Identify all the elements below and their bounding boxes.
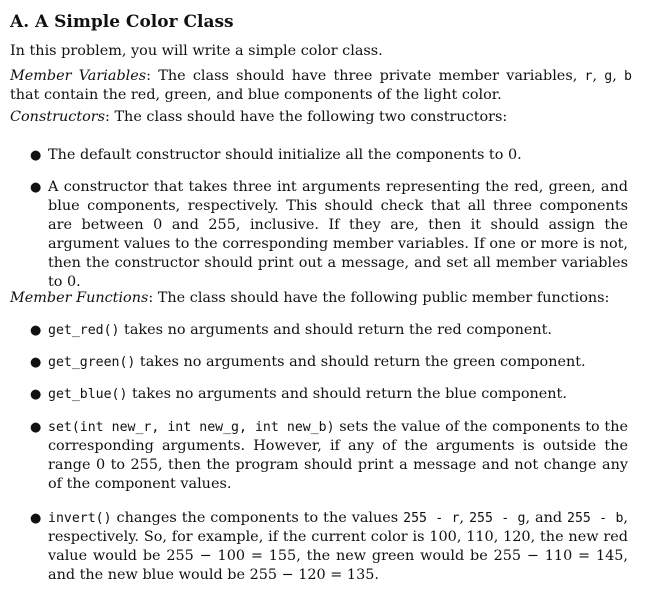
bullet-icon: ● (30, 387, 42, 402)
sep: , (459, 510, 470, 526)
constructors-paragraph (10, 108, 632, 127)
bullet-icon: ● (30, 420, 42, 435)
member-functions-paragraph (10, 289, 632, 308)
var-b: b (624, 69, 632, 84)
sep: , (592, 68, 605, 84)
fn-desc: takes no arguments and should return the red component. (119, 322, 552, 338)
section-heading: A. A Simple Color Class (10, 12, 234, 32)
list-item (30, 385, 628, 404)
fn-get-red: get_red() (48, 323, 120, 338)
bullet-icon: ● (30, 323, 42, 338)
fn-get-blue: get_blue() (48, 387, 128, 402)
code-expr: 255 - g (469, 511, 526, 526)
fn-desc: takes no arguments and should return the green component. (135, 354, 586, 370)
fn-invert: invert() (48, 511, 112, 526)
var-r: r (584, 69, 593, 84)
list-item (30, 418, 628, 494)
fn-get-green: get_green() (48, 355, 136, 370)
intro-paragraph: In this problem, you will write a simple color class. (10, 43, 383, 59)
fn-desc: changes the components to the values (111, 510, 404, 526)
list-item (30, 509, 628, 585)
list-item (30, 178, 628, 292)
member-variables-label: Member Variables (10, 68, 147, 84)
fn-set: set(int new_r, int new_g, int new_b) (48, 420, 335, 435)
code-expr: 255 - b (567, 511, 624, 526)
constructors-label: Constructors (10, 109, 106, 125)
fn-desc: takes no arguments and should return the blue component. (127, 386, 567, 402)
code-expr: 255 - r (403, 511, 460, 526)
bullet-icon: ● (30, 148, 42, 163)
fn-desc: sets the value of the components to the corresponding arguments. However, if any of the arguments is outside the range 0 to 255, then the program should print a message and not change any of the component values. (48, 419, 628, 492)
member-variables-text-a: : The class should have three private member variables, (146, 68, 585, 84)
list-item (30, 146, 628, 165)
member-variables-text-b: that contain the red, green, and blue components of the light color. (10, 87, 502, 103)
member-variables-paragraph (10, 67, 632, 105)
bullet-icon: ● (30, 511, 42, 526)
member-functions-text: : The class should have the following public member functions: (148, 290, 610, 306)
fn-desc: , respectively. So, for example, if the current color is 100, 110, 120, the new red value would be 255 − 100 = 155, the new green would be 255 − 110 = 145, and the new blue would be 255 − 120 = 135. (48, 510, 628, 583)
list-item (30, 353, 628, 372)
bullet-icon: ● (30, 355, 42, 370)
sep: , and (525, 510, 568, 526)
var-g: g (604, 69, 613, 84)
sep: , (612, 68, 625, 84)
bullet-icon: ● (30, 180, 42, 195)
constructor-args: A constructor that takes three int arguments representing the red, green, and blue components, respectively. This should check that all three components are between 0 and 255, inclusive. If they are, then it should assign the argument values to the corresponding member variables. If one or more is not, then the constructor should print out a message, and set all member variables to 0. (48, 179, 628, 290)
constructor-default: The default constructor should initialize all the components to 0. (48, 147, 522, 163)
list-item (30, 321, 628, 340)
constructors-text: : The class should have the following two constructors: (105, 109, 508, 125)
member-functions-label: Member Functions (10, 290, 149, 306)
